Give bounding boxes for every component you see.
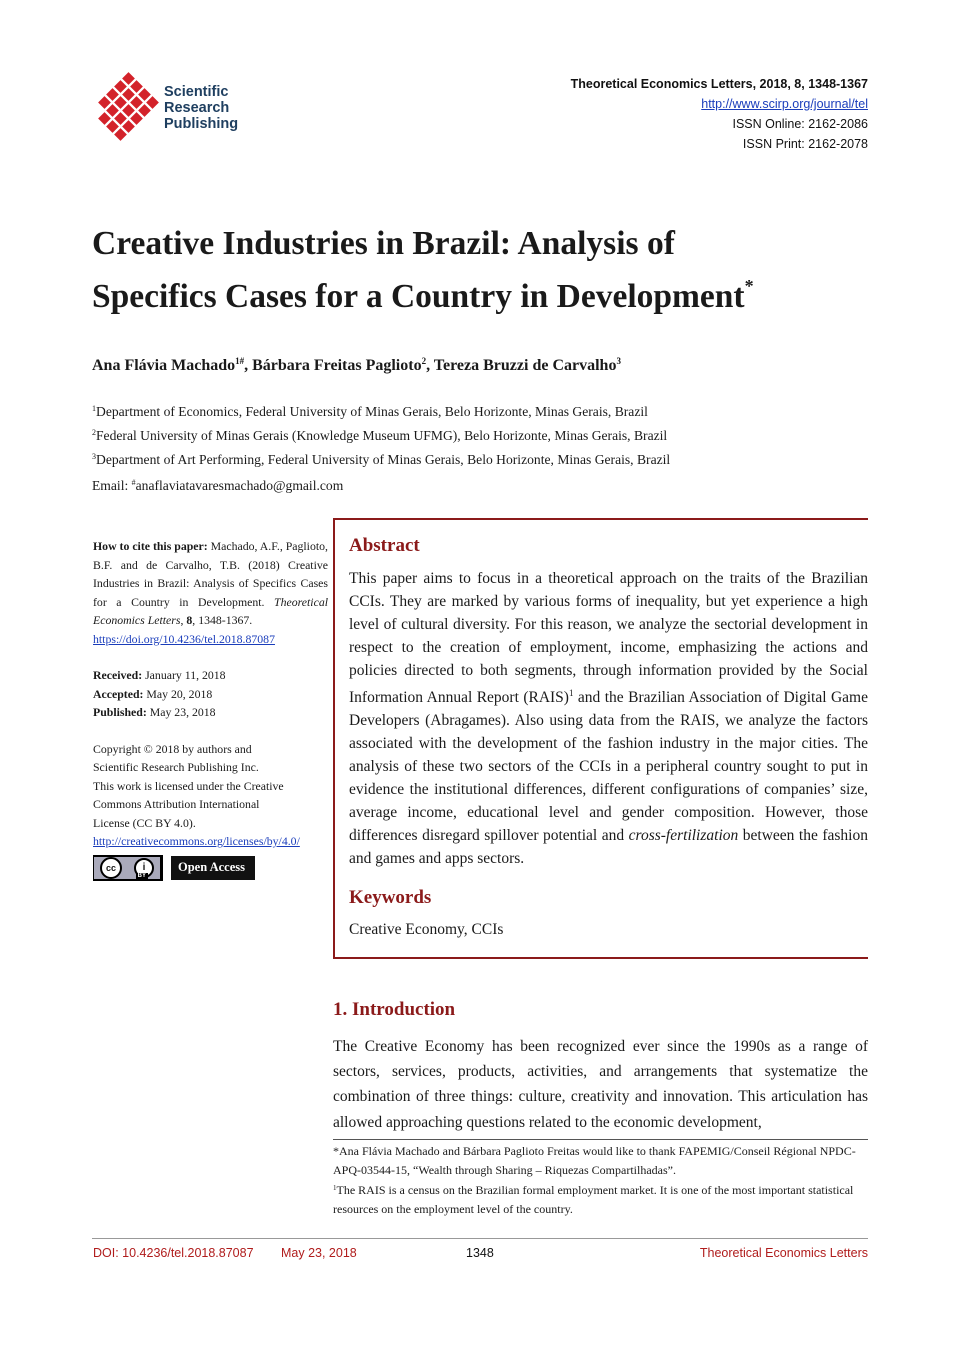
affiliation-1: $^1$Department of Economics, Federal University of Minas Gerais, Belo Horizonte, Minas Gerais, Brazil (92, 404, 648, 419)
author-1: Ana Flávia Machado (92, 357, 236, 374)
introduction-heading: 1. Introduction (333, 999, 456, 1020)
page-number: 1348 (466, 1246, 494, 1260)
publisher-logo-icon (94, 72, 164, 148)
journal-url-link[interactable]: http://www.scirp.org/journal/tel (701, 97, 868, 111)
abstract-italic: cross-fertilization (628, 827, 739, 844)
attribution-icon: i (134, 858, 154, 878)
publisher-name (164, 84, 238, 132)
title-footnote-mark: * (744, 276, 754, 296)
affiliation-2: $^2$Federal University of Minas Gerais (Knowledge Museum UFMG), Belo Horizonte, Minas Gerais, Brazil (92, 428, 668, 443)
publisher-line3: Publishing (164, 116, 239, 132)
footer-doi: DOI: 10.4236/tel.2018.87087 (93, 1246, 254, 1260)
author-3: Tereza Bruzzi de Carvalho (433, 357, 617, 374)
license-link[interactable]: http://creativecommons.org/licenses/by/4.0/ (93, 834, 300, 848)
publisher-line2: Research (164, 100, 230, 116)
copyright-line2: Scientific Research Publishing Inc. (93, 760, 259, 774)
title-line2: Specifics Cases for a Country in Development (92, 278, 745, 315)
issn-online: ISSN Online: 2162-2086 (732, 117, 868, 131)
footnote-rule (333, 1139, 868, 1140)
footer-date: May 23, 2018 (281, 1246, 357, 1260)
cc-by-badge[interactable] (93, 855, 163, 881)
cite-journal: Theoretical Economics Letters (93, 594, 328, 627)
email-address: anaflaviatavaresmachado@gmail.com (135, 478, 344, 493)
authors-line: Ana Flávia Machado$^{1\#}$, Bárbara Freitas Paglioto$^2$, Tereza Bruzzi de Carvalho$^3$ (92, 356, 621, 374)
keywords-text: Creative Economy, CCIs (349, 921, 504, 938)
introduction-text: The Creative Economy has been recognized ever since the 1990s as a range of sectors, services, products, activities, and arrangements that systematize the combination of three things: culture, creativity and innovation. This articulation has allowed approaching questions related to the economic development, (333, 1038, 868, 1131)
footnotes (333, 1142, 868, 1218)
author-2: Bárbara Freitas Paglioto (252, 357, 422, 374)
footer-rule (92, 1238, 868, 1239)
title-line1: Creative Industries in Brazil: Analysis of (92, 225, 675, 262)
keywords-heading: Keywords (349, 887, 432, 908)
journal-citation: Theoretical Economics Letters, 2018, 8, 1348-1367 (570, 77, 868, 91)
footnote-star: *Ana Flávia Machado and Bárbara Paglioto Freitas would like to thank FAPEMIG/Conseil Régional NPDC-APQ-03544-15, “Wealth through Sharing – Riquezas Compartilhadas”. (333, 1144, 856, 1177)
affiliation-3: $^3$Department of Art Performing, Federal University of Minas Gerais, Belo Horizonte, Minas Gerais, Brazil (92, 452, 671, 467)
email-line: Email: #anaflaviatavaresmachado@gmail.com (92, 478, 344, 493)
published-date: Published: May 23, 2018 (93, 705, 216, 719)
license-line3: License (CC BY 4.0). (93, 815, 196, 830)
license-badges (93, 855, 255, 881)
sidebar (93, 537, 328, 881)
footnote-1: $^1$The RAIS is a census on the Brazilian formal employment market. It is one of the most important statistical resources on the employment level of the country. (333, 1183, 854, 1216)
open-access-badge: Open Access (171, 856, 255, 880)
accepted-date: Accepted: May 20, 2018 (93, 686, 213, 701)
abstract-heading: Abstract (349, 535, 420, 556)
issn-print: ISSN Print: 2162-2078 (742, 137, 868, 151)
received-date: Received: January 11, 2018 (93, 668, 226, 682)
paper-title (92, 222, 892, 318)
cc-icon: cc (100, 857, 122, 879)
license-line2: Commons Attribution International (93, 797, 260, 811)
footer-journal: Theoretical Economics Letters (699, 1246, 868, 1260)
license-line1: This work is licensed under the Creative (93, 778, 284, 793)
journal-info (571, 74, 868, 154)
affiliations (92, 398, 670, 496)
doi-link[interactable]: https://doi.org/10.4236/tel.2018.87087 (93, 631, 275, 646)
by-label: BY (137, 872, 146, 879)
abstract-text: This paper aims to focus in a theoretical approach on the traits of the Brazilian CCIs. They are marked by various forms of inequality, but yet experience a high level of cultural diversity. For this reason, we analyze the sectorial development in respect to the creation of employment, income, emphasizing the actions and policies directed to both segments, through information provided by the Social Information Annual Report (RAIS)$^1$ and the Brazilian Association of Digital Game Developers (Abragames). Also using data from the RAIS, we analyze the factors associated with the development of the fashion industry in the major cities. The analysis of these two sectors of the CCIs in a peripheral country sought to put in evidence the institutional differences, different configurations of companies’ size, average income, educational level and gender composition. However, those differences disregard spillover potential and cross-fertilization between the fashion and games and apps sectors. (349, 570, 868, 867)
abstract-top-rule (333, 518, 868, 520)
abstract-left-rule (333, 520, 335, 958)
how-to-cite: How to cite this paper: Machado, A.F., Paglioto, B.F. and de Carvalho, T.B. (2018) Creative Industries in Brazil: Analysis of Specifics Cases for a Country in Development. Theoretical Economics Letters, 8, 1348-1367. https://doi.org/10.4236/tel.2018.87087 (93, 539, 328, 646)
publisher-line1: Scientific (164, 84, 229, 100)
abstract-bottom-rule (333, 957, 868, 959)
copyright-line1: Copyright © 2018 by authors and (93, 741, 252, 756)
